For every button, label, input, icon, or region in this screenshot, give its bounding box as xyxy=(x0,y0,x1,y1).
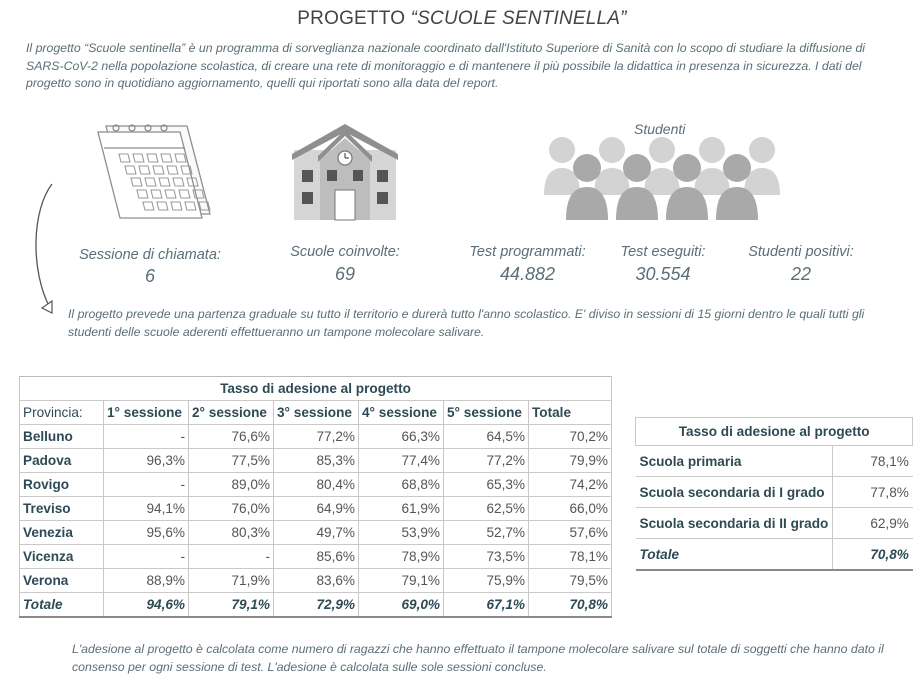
value-cell: 77,2% xyxy=(444,449,529,473)
total-cell: 79,1% xyxy=(189,593,274,618)
total-cell: 72,9% xyxy=(274,593,359,618)
stat-label-sessione: Sessione di chiamata: xyxy=(79,247,221,263)
province-cell: Venezia xyxy=(20,521,104,545)
province-cell: Belluno xyxy=(20,425,104,449)
province-cell: Rovigo xyxy=(20,473,104,497)
value-cell: - xyxy=(104,545,189,569)
value-cell: 78,1% xyxy=(833,446,913,477)
table-row xyxy=(20,473,612,497)
value-cell: 66,0% xyxy=(529,497,612,521)
table-row xyxy=(636,477,913,508)
students-group-icon xyxy=(540,130,785,226)
column-header: 5° sessione xyxy=(444,401,529,425)
school-type-adherence-table xyxy=(635,417,913,571)
total-cell: 70,8% xyxy=(529,593,612,618)
stat-label-studenti-positivi: Studenti positivi: xyxy=(748,244,854,260)
province-cell: Vicenza xyxy=(20,545,104,569)
school-type-cell: Scuola secondaria di I grado xyxy=(636,477,833,508)
column-header: Totale xyxy=(529,401,612,425)
value-cell: 79,5% xyxy=(529,569,612,593)
table-row xyxy=(20,497,612,521)
value-cell: 62,9% xyxy=(833,508,913,539)
value-cell: 68,8% xyxy=(359,473,444,497)
value-cell: 77,8% xyxy=(833,477,913,508)
value-cell: 64,9% xyxy=(274,497,359,521)
province-adherence-table xyxy=(19,376,612,618)
value-cell: 74,2% xyxy=(529,473,612,497)
value-cell: 80,4% xyxy=(274,473,359,497)
value-cell: 95,6% xyxy=(104,521,189,545)
column-header: 1° sessione xyxy=(104,401,189,425)
project-note: Il progetto prevede una partenza graduale su tutto il territorio e durerà tutto l'anno scolastico. E' diviso in sessioni di 15 giorni dentro le quali tutti gli studenti delle scuole aderenti effettueranno un tampone molecolare salivare. xyxy=(68,307,865,339)
total-label: Totale xyxy=(20,593,104,618)
stat-label-test-programmati: Test programmati: xyxy=(469,244,586,260)
table-caption: Tasso di adesione al progetto xyxy=(20,377,612,401)
province-cell: Verona xyxy=(20,569,104,593)
table-header-row xyxy=(20,401,612,425)
column-header: Provincia: xyxy=(20,401,104,425)
value-cell: - xyxy=(189,545,274,569)
column-header: 2° sessione xyxy=(189,401,274,425)
value-cell: 76,0% xyxy=(189,497,274,521)
value-cell: 77,4% xyxy=(359,449,444,473)
value-cell: 52,7% xyxy=(444,521,529,545)
stat-value-studenti-positivi: 22 xyxy=(790,264,812,284)
value-cell: 76,6% xyxy=(189,425,274,449)
value-cell: 77,2% xyxy=(274,425,359,449)
total-label: Totale xyxy=(636,539,833,571)
school-type-cell: Scuola secondaria di II grado xyxy=(636,508,833,539)
value-cell: 65,3% xyxy=(444,473,529,497)
value-cell: 83,6% xyxy=(274,569,359,593)
value-cell: 49,7% xyxy=(274,521,359,545)
value-cell: 94,1% xyxy=(104,497,189,521)
footer-note: L'adesione al progetto è calcolata come numero di ragazzi che hanno effettuato il tampone molecolare salivare sul totale di soggetti che hanno dato il consenso per ogni sessione di test. L'adesione è calcolata sulle sole sessioni concluse. xyxy=(72,642,884,674)
table-row xyxy=(636,446,913,477)
school-type-cell: Scuola primaria xyxy=(636,446,833,477)
total-cell: 67,1% xyxy=(444,593,529,618)
value-cell: 62,5% xyxy=(444,497,529,521)
value-cell: 75,9% xyxy=(444,569,529,593)
province-cell: Padova xyxy=(20,449,104,473)
value-cell: 57,6% xyxy=(529,521,612,545)
table-row xyxy=(20,569,612,593)
value-cell: 80,3% xyxy=(189,521,274,545)
value-cell: - xyxy=(104,473,189,497)
value-cell: 88,9% xyxy=(104,569,189,593)
stat-value-scuole: 69 xyxy=(334,264,356,284)
intro-paragraph: Il progetto “Scuole sentinella” è un programma di sorveglianza nazionale coordinato dall'Istituto Superiore di Sanità con lo scopo di studiare la diffusione di SARS-CoV-2 nella popolazione scolastica, di creare una rete di monitoraggio e di mantenere il più possibile la didattica in presenza in sicurezza. I dati del progetto sono in quotidiano aggiornamento, quelli qui riportati sono alla data del report. xyxy=(26,41,866,90)
stat-value-test-programmati: 44.882 xyxy=(499,264,556,284)
value-cell: - xyxy=(104,425,189,449)
value-cell: 61,9% xyxy=(359,497,444,521)
stat-label-test-eseguiti: Test eseguiti: xyxy=(620,244,706,260)
table-row xyxy=(20,425,612,449)
table-row xyxy=(636,508,913,539)
value-cell: 78,9% xyxy=(359,545,444,569)
value-cell: 79,1% xyxy=(359,569,444,593)
province-cell: Treviso xyxy=(20,497,104,521)
value-cell: 64,5% xyxy=(444,425,529,449)
stat-label-scuole: Scuole coinvolte: xyxy=(290,244,400,260)
value-cell: 89,0% xyxy=(189,473,274,497)
table-row xyxy=(20,545,612,569)
title-project-name: “SCUOLE SENTINELLA” xyxy=(410,8,627,29)
curved-arrow-icon xyxy=(30,180,60,320)
title-prefix: PROGETTO xyxy=(297,8,411,29)
value-cell: 70,2% xyxy=(529,425,612,449)
value-cell: 78,1% xyxy=(529,545,612,569)
page-title xyxy=(0,8,924,30)
value-cell: 79,9% xyxy=(529,449,612,473)
total-cell: 70,8% xyxy=(833,539,913,571)
value-cell: 77,5% xyxy=(189,449,274,473)
value-cell: 71,9% xyxy=(189,569,274,593)
school-icon xyxy=(290,120,400,222)
table-row xyxy=(20,521,612,545)
total-cell: 69,0% xyxy=(359,593,444,618)
stat-value-sessione: 6 xyxy=(144,266,155,286)
calendar-icon xyxy=(92,118,212,223)
value-cell: 85,6% xyxy=(274,545,359,569)
value-cell: 73,5% xyxy=(444,545,529,569)
column-header: 4° sessione xyxy=(359,401,444,425)
students-label: Studenti xyxy=(634,121,686,137)
value-cell: 53,9% xyxy=(359,521,444,545)
column-header: 3° sessione xyxy=(274,401,359,425)
total-cell: 94,6% xyxy=(104,593,189,618)
table-row xyxy=(20,449,612,473)
value-cell: 96,3% xyxy=(104,449,189,473)
value-cell: 66,3% xyxy=(359,425,444,449)
stat-value-test-eseguiti: 30.554 xyxy=(635,264,691,284)
table-total-row xyxy=(636,539,913,571)
table-total-row xyxy=(20,593,612,618)
value-cell: 85,3% xyxy=(274,449,359,473)
table-caption: Tasso di adesione al progetto xyxy=(636,418,913,446)
